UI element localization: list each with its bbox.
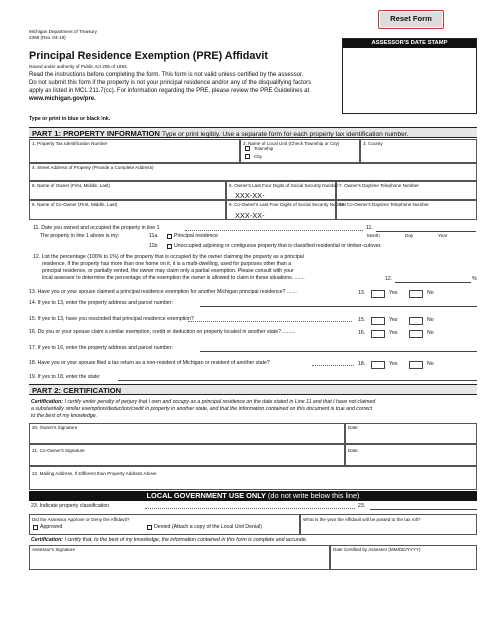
q11b-number: 11b. — [149, 243, 159, 249]
field-coowner-ssn[interactable] — [226, 200, 347, 220]
q12-percent-input[interactable] — [395, 282, 471, 283]
approved-label: Approved — [40, 524, 63, 530]
tax-roll-year-question: What is the year the Affidavit will be posted to the tax roll? — [303, 517, 421, 522]
q19-text: 19. If yes to 18, enter the state: — [29, 374, 101, 380]
local-use-title: LOCAL GOVERNMENT USE ONLY — [146, 491, 266, 500]
q18-yes-label: Yes — [389, 361, 398, 367]
q11-day-label: Day — [405, 233, 414, 238]
city-checkbox[interactable] — [245, 154, 250, 159]
field-1-label: 1. Property Tax Identification Number — [32, 141, 108, 146]
form-title: Principal Residence Exemption (PRE) Affidavit — [29, 50, 268, 62]
q19-state-input[interactable] — [118, 380, 477, 381]
assessor-signature-field[interactable] — [29, 545, 330, 570]
instructions-line-2: Do not submit this form if the property is not your principal residence and/or any of the disqualifying factors — [29, 80, 312, 86]
assessor-signature-label: Assessor's Signature — [32, 547, 76, 552]
q12-line-3: principal residence, or partially rented, the owner may claim only a partial exemption. Please consult with your — [42, 268, 294, 274]
q14-text: 14. If yes to 13, enter the property address and parcel number: — [29, 300, 173, 306]
field-county[interactable] — [360, 139, 477, 163]
q15-text: 15. If yes to 13, have you rescinded that principal residence exemption? — [29, 316, 194, 322]
q15-yes-checkbox[interactable] — [371, 317, 385, 325]
q13-yes-label: Yes — [389, 290, 398, 296]
field-10-label: 10. Co-Owner's Daytime Telephone Number — [339, 202, 429, 207]
field-coowner-name[interactable] — [29, 200, 226, 220]
q18-number: 18. — [358, 361, 366, 367]
instructions-line-1: Read the instructions before completing the form. This form is not valid unless certified by the assessor. — [29, 72, 304, 78]
part1-title: PART 1: PROPERTY INFORMATION — [32, 129, 160, 138]
q18-no-label: No — [427, 361, 434, 367]
q16-text: 16. Do you or your spouse claim a similar exemption, credit or deduction on property located in another state?.......... — [29, 329, 296, 335]
denied-checkbox[interactable] — [147, 525, 152, 530]
local-use-note: (do not write below this line) — [267, 491, 360, 500]
part2-cert-label: Certification: — [31, 399, 63, 405]
part2-certification-line-2: a substantially similar exemption/deduction/credit in property in another state, and that the information contained on this document is true and correct — [31, 406, 373, 412]
assessor-certification — [31, 537, 307, 543]
q11-number: 11. — [366, 225, 373, 231]
part2-cert-text-1: I certify under penalty of perjury that I own and occupy as a principal residence on the date stated in Line 11 and that I have not claimed — [64, 399, 376, 405]
q16-number: 16. — [358, 330, 366, 336]
q12-line-2: residence. If the property has more than one home on it, it is a multi-dwelling, used for purposes other than a — [42, 261, 292, 267]
q13-number: 13. — [358, 290, 366, 296]
q15-leader-dots — [188, 321, 352, 322]
part2-certification-line-1 — [31, 399, 475, 405]
q15-no-checkbox[interactable] — [409, 317, 423, 325]
q11-month-label: Month — [367, 233, 380, 238]
q15-number: 15. — [358, 317, 366, 323]
q13-no-checkbox[interactable] — [409, 290, 423, 298]
township-label: Township — [254, 146, 274, 151]
assessor-cert-label: Certification: — [31, 537, 63, 543]
q12-line-1: 12. List the percentage (100% to 1%) of the property that is occupied by the owner claiming the property as a principal — [33, 254, 304, 260]
local-use-header — [29, 491, 477, 501]
authority-note: Issued under authority of Public Act 206 of 1893. — [29, 64, 128, 69]
field-9-label: 9. Co-Owner's Last Four Digits of Social Security Number — [229, 202, 347, 207]
field-owner-signature[interactable] — [29, 423, 345, 444]
assessor-cert-text: I certify that, to the best of my knowledge, the information contained in this form is complete and accurate. — [64, 537, 308, 543]
part2-certification-line-3: to the best of my knowledge. — [31, 413, 98, 419]
date-certified-field[interactable] — [330, 545, 477, 570]
q12-line-4: local assessor to determine the percentage of the exemption the owner is allowed to claim in these situations. ....... — [42, 275, 305, 281]
reset-form-button[interactable] — [378, 10, 444, 29]
q13-text: 13. Have you or your spouse claimed a principal residence exemption for another Michigan principal residence? ....... — [29, 289, 297, 295]
coowner-ssn-mask: XXX-XX- — [235, 211, 265, 220]
q12-number: 12. — [385, 276, 393, 282]
q13-yes-checkbox[interactable] — [371, 290, 385, 298]
field-parcel-number[interactable] — [29, 139, 240, 163]
q18-text: 18. Have you or your spouse filed a tax return as a non-resident of Michigan or resident of another state? — [29, 360, 270, 366]
form-number: 2368 (Rev. 04-19) — [29, 35, 66, 40]
field-4-label: 4. Street Address of Property (Provide a Complete Address) — [32, 165, 154, 170]
field-coowner-signature-date[interactable] — [345, 444, 477, 466]
field-owner-phone[interactable] — [336, 181, 477, 200]
tax-roll-year-field[interactable] — [300, 514, 477, 535]
pre-guidelines-link[interactable]: www.michigan.gov/pre. — [29, 96, 96, 102]
q16-no-checkbox[interactable] — [409, 330, 423, 338]
field-2-label: 2. Name of Local Unit (Check Township or City) — [243, 141, 340, 146]
q11-date-input[interactable] — [376, 231, 476, 232]
field-mailing-address[interactable] — [29, 466, 477, 490]
field-8-label: 8. Name of Co-Owner (First, Middle, Last) — [32, 202, 118, 207]
q11b-text: Unoccupied adjoining or contiguous property that is classified residential or timber-cutover. — [174, 243, 382, 249]
ink-note: Type or print in blue or black ink. — [29, 116, 111, 122]
reset-form-label: Reset Form — [390, 14, 432, 23]
department-name: Michigan Department of Treasury — [29, 29, 97, 34]
q15-no-label: No — [427, 317, 434, 323]
q11-text: 11. Date you owned and occupied the property in line 1 — [33, 225, 160, 231]
q18-yes-checkbox[interactable] — [371, 361, 385, 369]
denied-label: Denied (Attach a copy of the Local Unit Denial) — [154, 524, 262, 530]
q11a-text: Principal residence — [174, 233, 218, 239]
q14-address-input[interactable] — [200, 306, 477, 307]
field-22-label: 22. Mailing Address, If Different than Property Address Above — [32, 471, 157, 476]
field-owner-name[interactable] — [29, 181, 226, 200]
assessor-date-stamp-label: ASSESSOR'S DATE STAMP — [343, 39, 476, 48]
q23-classification-input[interactable] — [370, 509, 477, 510]
part1-header — [29, 127, 477, 138]
q15-yes-label: Yes — [389, 317, 398, 323]
q18-no-checkbox[interactable] — [409, 361, 423, 369]
q11-year-label: Year — [438, 233, 448, 238]
field-20-label: 20. Owner's Signature — [32, 425, 78, 430]
unoccupied-property-checkbox[interactable] — [167, 244, 172, 249]
q12-percent-sign: % — [472, 276, 477, 282]
field-21-label: 21. Co-Owner's Signature — [32, 448, 85, 453]
q16-yes-label: Yes — [389, 330, 398, 336]
part2-title: PART 2: CERTIFICATION — [32, 386, 122, 395]
principal-residence-checkbox[interactable] — [167, 234, 172, 239]
field-6-label: 6. Owner's Last Four Digits of Social Security Number — [229, 183, 339, 188]
approve-deny-question: Did the Assessor Approve or Deny the Affidavit? — [32, 517, 130, 522]
q11a-number: 11a. — [149, 233, 159, 239]
field-owner-ssn[interactable] — [226, 181, 339, 200]
instructions-line-3: apply as listed in MCL 211.7(cc). For information regarding the PRE, please review the PRE Guidelines at — [29, 88, 310, 94]
q17-text: 17. If yes to 16, enter the property address and parcel number: — [29, 345, 173, 351]
field-coowner-signature[interactable] — [29, 444, 345, 466]
approved-checkbox[interactable] — [33, 525, 38, 530]
field-20-date-label: Date — [348, 425, 358, 430]
q16-yes-checkbox[interactable] — [371, 330, 385, 338]
township-checkbox[interactable] — [245, 146, 250, 151]
field-coowner-phone[interactable] — [336, 200, 477, 220]
field-5-label: 5. Name of Owner (First, Middle, Last) — [32, 183, 110, 188]
q23-leader-dots — [145, 508, 355, 509]
city-label: City — [254, 154, 262, 159]
part1-subtitle: Type or print legibly. Use a separate form for each property tax identification number. — [161, 131, 409, 138]
q11-subtitle: The property in line 1 above is my: — [40, 233, 120, 239]
field-owner-signature-date[interactable] — [345, 423, 477, 444]
field-7-label: 7. Owner's Daytime Telephone Number — [339, 183, 419, 188]
field-21-date-label: Date — [348, 448, 358, 453]
part2-header — [29, 384, 477, 395]
q13-no-label: No — [427, 290, 434, 296]
field-street-address[interactable] — [29, 163, 477, 181]
q23-text: 23. Indicate property classification — [31, 503, 110, 509]
owner-ssn-mask: XXX-XX- — [235, 191, 265, 200]
q18-leader-dots — [312, 365, 354, 366]
date-certified-label: Date Certified by Assessor (MM/DD/YYYY) — [333, 547, 421, 552]
q16-no-label: No — [427, 330, 434, 336]
q17-address-input[interactable] — [200, 351, 477, 352]
field-3-label: 3. County — [363, 141, 383, 146]
q23-number: 23. — [358, 503, 366, 509]
q11-leader-dots — [185, 230, 363, 231]
